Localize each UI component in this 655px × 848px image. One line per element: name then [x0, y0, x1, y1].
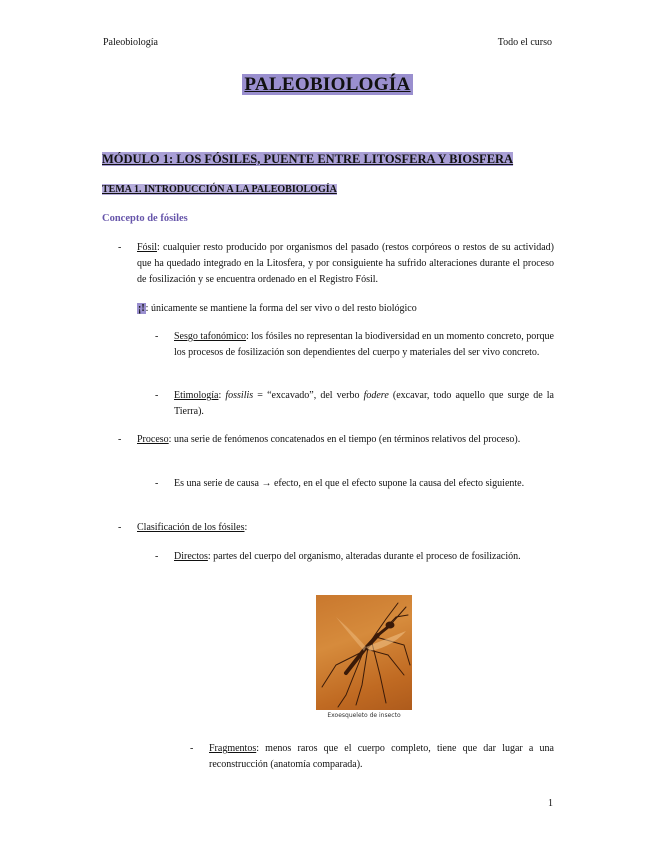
bullet-dash: -	[118, 522, 122, 533]
warning-mark: ¡!	[138, 303, 145, 314]
bullet-dash: -	[155, 478, 159, 489]
paragraph-fosil: Fósil: cualquier resto producido por organismos del pasado (restos corpóreos o restos de su actividad) que ha quedado integrado en la Litosfera, y por consiguiente ha sufrido alteraciones durante el proceso de fosilización y se encuentra ordenado en el Registro Fósil.	[137, 242, 554, 285]
document-title: PALEOBIOLOGÍA	[244, 74, 411, 95]
bullet-dash: -	[155, 331, 159, 342]
paragraph-sesgo: Sesgo tafonómico: los fósiles no representan la biodiversidad en un momento concreto, porque los procesos de fosilización son dependientes del cuerpo y materiales del ser vivo concreto.	[174, 331, 554, 358]
module-heading: MÓDULO 1: LOS FÓSILES, PUENTE ENTRE LITOSFERA Y BIOSFERA	[102, 152, 514, 166]
bullet-dash: -	[118, 434, 122, 445]
note-line: ¡!: únicamente se mantiene la forma del ser vivo o del resto biológico	[138, 303, 417, 314]
paragraph-fragmentos: Fragmentos: menos raros que el cuerpo completo, tiene que dar lugar a una reconstrucción (anatomía comparada).	[209, 743, 554, 770]
running-header-left: Paleobiología	[103, 37, 158, 48]
figure-caption: Exoesqueleto de insecto	[316, 710, 412, 722]
running-header-right: Todo el curso	[497, 37, 552, 48]
paragraph-directos: Directos: partes del cuerpo del organismo, alteradas durante el proceso de fosilización.	[174, 551, 521, 562]
paragraph-causa: Es una serie de causa → efecto, en el que el efecto supone la causa del efecto siguiente.	[174, 478, 525, 489]
tema-heading: TEMA 1. INTRODUCCIÓN A LA PALEOBIOLOGÍA	[102, 184, 337, 195]
bullet-dash: -	[118, 242, 122, 253]
bullet-dash: -	[155, 551, 159, 562]
paragraph-etimologia: Etimología: fossilis = “excavado”, del verbo fodere (excavar, todo aquello que surge de la Tierra).	[174, 390, 554, 417]
insect-exoskeleton-photo	[316, 595, 412, 722]
bullet-dash: -	[155, 390, 159, 401]
section-heading: Concepto de fósiles	[102, 213, 188, 224]
paragraph-clasificacion: Clasificación de los fósiles:	[137, 522, 248, 533]
mosquito-icon	[316, 595, 412, 710]
bullet-dash: -	[190, 743, 194, 754]
paragraph-proceso: Proceso: una serie de fenómenos concatenados en el tiempo (en términos relativos del proceso).	[137, 434, 521, 445]
page-number: 1	[548, 798, 553, 809]
